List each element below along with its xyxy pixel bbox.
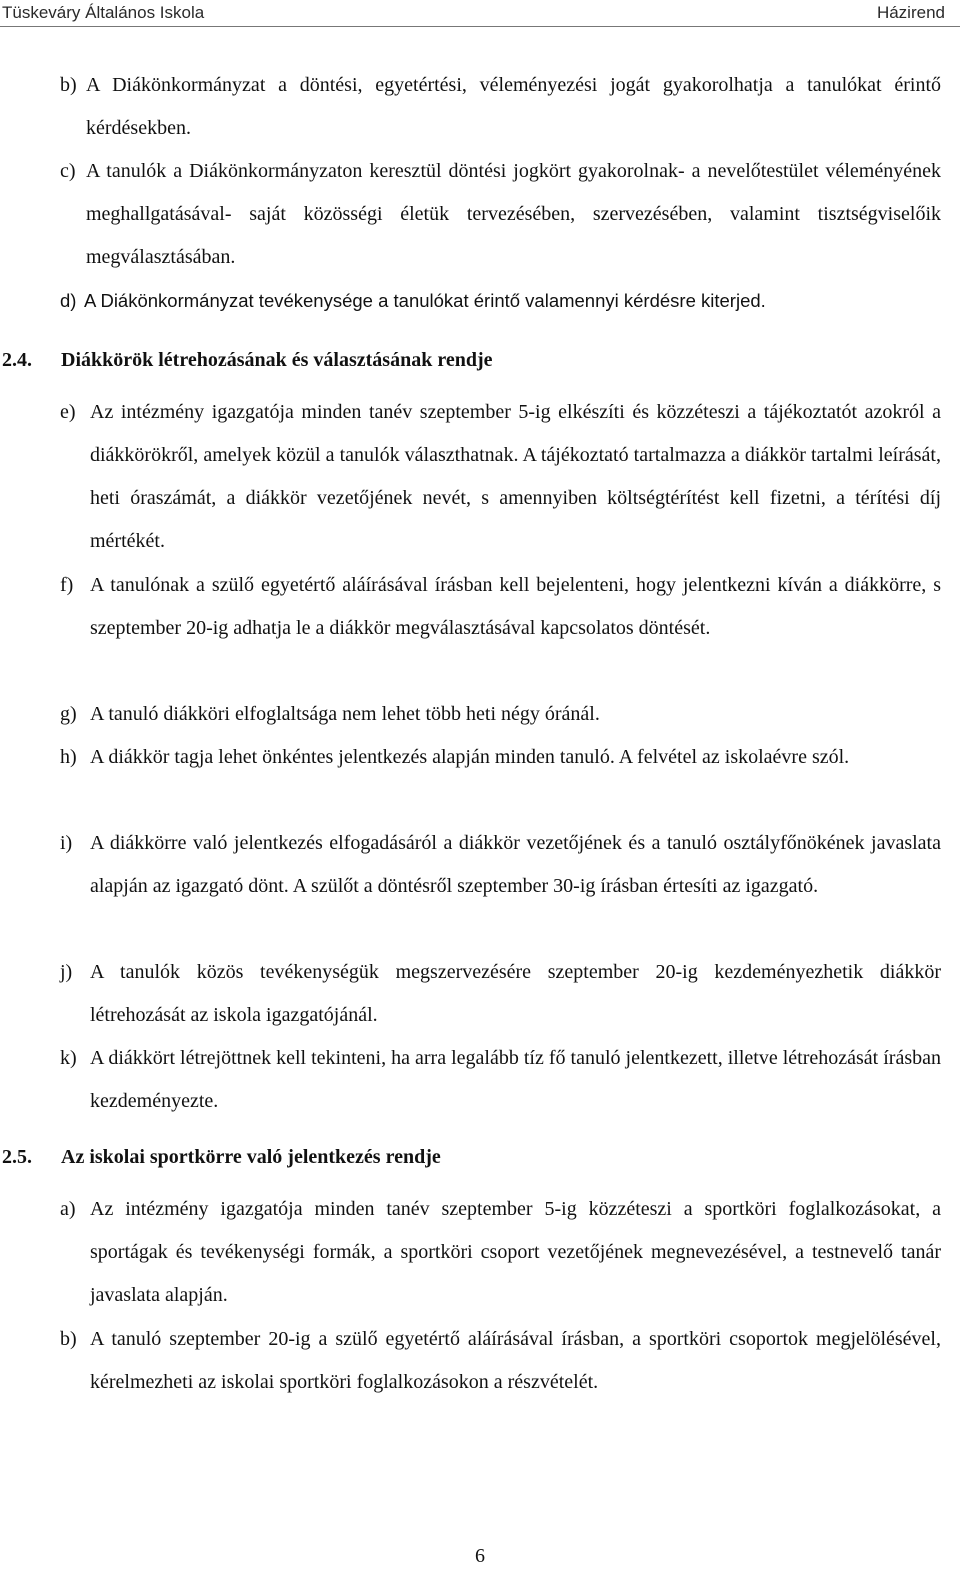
- list-item-h: [60, 736, 941, 779]
- header-divider: [0, 26, 960, 27]
- page-number: 6: [475, 1545, 485, 1567]
- item-label: k): [60, 1047, 77, 1069]
- item-text: A diákkört létrejöttnek kell tekinteni, ha arra legalább tíz fő tanuló jelentkezett, illetve létrehozását írásban kezdeményezte.: [90, 1047, 941, 1112]
- item-text: A tanulónak a szülő egyetértő aláírásával írásban kell bejelenteni, hogy jelentkezni kíván a diákkörre, s szeptember 20-ig adhatja le a diákkör megválasztásával kapcsolatos döntését.: [90, 574, 941, 639]
- school-name: Tüskeváry Általános Iskola: [2, 3, 205, 22]
- list-item-f: [60, 564, 941, 650]
- item-label: g): [60, 703, 77, 725]
- item-label: b): [60, 74, 77, 96]
- item-text: A diákkör tagja lehet önkéntes jelentkezés alapján minden tanuló. A felvétel az iskolaévre szól.: [90, 746, 850, 768]
- item-text: A tanuló diákköri elfoglaltsága nem lehet több heti négy óránál.: [90, 703, 600, 725]
- section-number: 2.5.: [2, 1146, 32, 1168]
- item-text: Az intézmény igazgatója minden tanév szeptember 5-ig elkészíti és közzéteszi a tájékoztatót azokról a diákkörökről, amelyek közül a tanulók választhatnak. A tájékoztató tartalmazza a diákkör tartalmi leírását, heti óraszámát, a diákkör vezetőjének nevét, s amennyiben költségtérítést kell fizetni, a térítési díj mértékét.: [90, 401, 941, 552]
- document-title: Házirend: [876, 3, 945, 22]
- item-text: A tanuló szeptember 20-ig a szülő egyetértő aláírásával írásban, a sportköri csoportok megjelölésével, kérelmezheti az iskolai sportköri foglalkozásokon a részvételét.: [90, 1328, 941, 1393]
- section-title: Az iskolai sportkörre való jelentkezés rendje: [61, 1146, 441, 1168]
- item-text: Az intézmény igazgatója minden tanév szeptember 5-ig közzéteszi a sportköri foglalkozásokat, a sportágak és tevékenységi formák, a sportköri csoport vezetőjének megnevezésével, a testnevelő tanár javaslata alapján.: [90, 1198, 941, 1306]
- item-label: j): [60, 961, 73, 983]
- list-item-d: [60, 279, 960, 322]
- list-item-b2: [60, 1318, 941, 1404]
- list-item-a: [60, 1188, 941, 1317]
- item-label: d): [60, 290, 77, 311]
- page-header: [0, 0, 960, 26]
- list-item-i: [60, 822, 941, 908]
- item-text: A Diákönkormányzat tevékenysége a tanulókat érintő valamennyi kérdésre kiterjed.: [84, 290, 766, 311]
- item-label: a): [60, 1198, 76, 1220]
- section-number: 2.4.: [2, 349, 32, 371]
- item-text: A Diákönkormányzat a döntési, egyetértési, véleményezési jogát gyakorolhatja a tanulókat érintő kérdésekben.: [86, 74, 941, 139]
- item-label: e): [60, 401, 76, 423]
- list-item-e: [60, 391, 941, 563]
- item-text: A diákkörre való jelentkezés elfogadásáról a diákkör vezetőjének és a tanuló osztályfőnökének javaslata alapján az igazgató dönt. A szülőt a döntésről szeptember 30-ig írásban értesíti az igazgató.: [90, 832, 941, 897]
- item-label: i): [60, 832, 73, 854]
- section-title: Diákkörök létrehozásának és választásának rendje: [61, 349, 493, 371]
- item-text: A tanulók a Diákönkormányzaton keresztül döntési jogkört gyakorolnak- a nevelőtestület véleményének meghallgatásával- saját közösségi életük tervezésében, szervezésében, valamint tisztségviselőik megválasztásában.: [86, 160, 941, 268]
- list-item-j: [60, 951, 941, 1037]
- list-item-b: [60, 64, 941, 150]
- item-label: b): [60, 1328, 77, 1350]
- item-label: h): [60, 746, 77, 768]
- list-item-c: [60, 150, 941, 279]
- item-label: c): [60, 160, 76, 182]
- item-label: f): [60, 574, 74, 596]
- list-item-k: [60, 1037, 941, 1123]
- item-text: A tanulók közös tevékenységük megszervezésére szeptember 20-ig kezdeményezhetik diákkör létrehozását az iskola igazgatójánál.: [90, 961, 941, 1026]
- list-item-g: [60, 693, 941, 736]
